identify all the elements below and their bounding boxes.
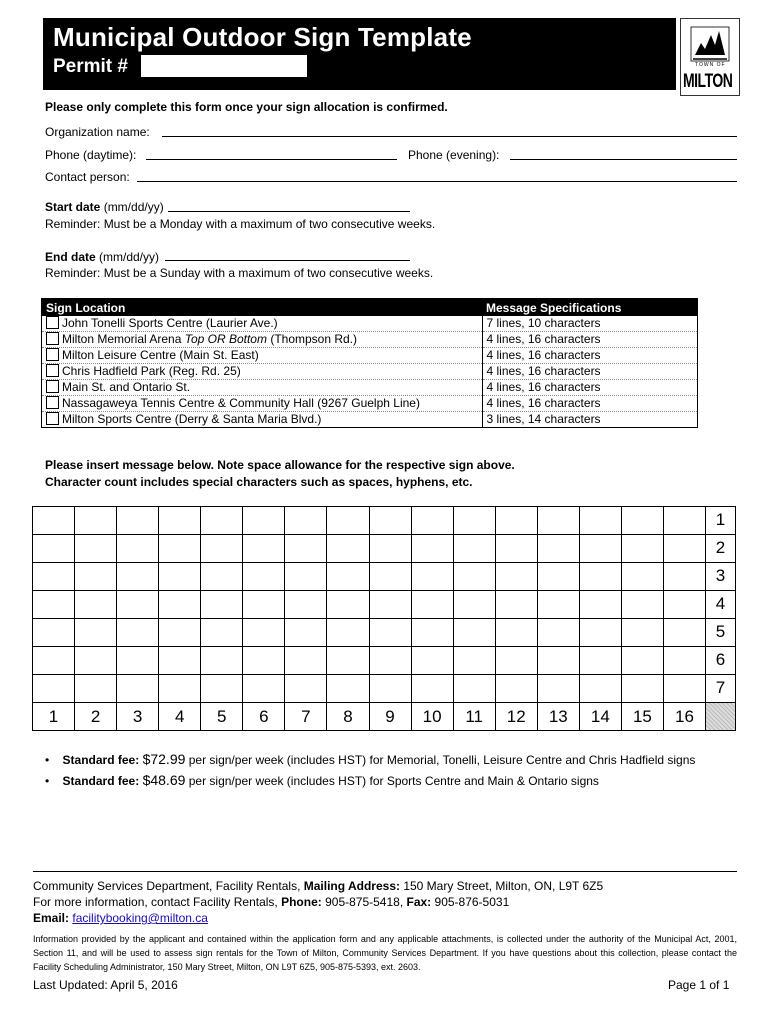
grid-char-cell[interactable] bbox=[158, 674, 201, 703]
grid-char-cell[interactable] bbox=[74, 562, 117, 591]
logo-wordmark: MILTON bbox=[683, 69, 733, 92]
sign-table-header bbox=[42, 299, 698, 317]
fee-item: • Standard fee: $72.99 per sign/per week (includes HST) for Memorial, Tonelli, Leisure Centre and Chris Hadfield signs bbox=[45, 751, 696, 767]
column-number-label: 3 bbox=[132, 707, 143, 726]
grid-char-cell[interactable] bbox=[116, 618, 159, 647]
sign-checkbox[interactable] bbox=[46, 396, 59, 409]
message-spec-cell: 4 lines, 16 characters bbox=[482, 380, 698, 396]
sign-location-cell bbox=[42, 316, 483, 332]
fee-label: Standard fee bbox=[62, 753, 136, 767]
end-date-format: (mm/dd/yy) bbox=[95, 250, 160, 264]
page-title: Municipal Outdoor Sign Template bbox=[53, 22, 472, 52]
end-date-label-bold: End date bbox=[45, 250, 96, 264]
grid-char-cell[interactable] bbox=[158, 562, 201, 591]
organization-field[interactable] bbox=[162, 136, 737, 137]
grid-char-cell[interactable] bbox=[369, 674, 412, 703]
grid-char-cell[interactable] bbox=[537, 562, 580, 591]
grid-char-cell[interactable] bbox=[621, 506, 664, 535]
grid-char-cell[interactable] bbox=[284, 534, 327, 563]
sign-location-text: John Tonelli Sports Centre (Laurier Ave.) bbox=[62, 316, 278, 330]
sign-location-cell bbox=[42, 364, 483, 380]
sign-location-cell bbox=[42, 332, 483, 348]
grid-char-cell[interactable] bbox=[116, 590, 159, 619]
contact-person-label: Contact person: bbox=[45, 170, 130, 184]
column-number-label: 2 bbox=[90, 707, 101, 726]
grid-char-cell[interactable] bbox=[369, 534, 412, 563]
grid-char-cell[interactable] bbox=[200, 674, 243, 703]
grid-char-cell[interactable] bbox=[537, 534, 580, 563]
fee-amount: $72.99 bbox=[142, 751, 186, 767]
fee-item: • Standard fee: $48.69 per sign/per week (includes HST) for Sports Centre and Main & Ontario signs bbox=[45, 772, 599, 788]
grid-char-cell[interactable] bbox=[200, 534, 243, 563]
table-row bbox=[42, 348, 698, 364]
page-number: Page 1 of 1 bbox=[668, 978, 730, 992]
grid-row-number bbox=[705, 562, 736, 591]
grid-char-cell[interactable] bbox=[32, 618, 75, 647]
grid-column-number bbox=[663, 702, 706, 731]
phone-daytime-field[interactable] bbox=[146, 159, 397, 160]
grid-char-cell[interactable] bbox=[621, 562, 664, 591]
grid-char-cell[interactable] bbox=[495, 590, 538, 619]
grid-char-cell[interactable] bbox=[242, 534, 285, 563]
footer-divider bbox=[33, 871, 737, 872]
start-date-field[interactable] bbox=[168, 211, 410, 212]
grid-char-cell[interactable] bbox=[116, 674, 159, 703]
column-number-label: 4 bbox=[174, 707, 185, 726]
grid-char-cell[interactable] bbox=[326, 506, 369, 535]
sign-location-cell bbox=[42, 396, 483, 412]
grid-char-cell[interactable] bbox=[579, 618, 622, 647]
message-spec-cell: 3 lines, 14 characters bbox=[482, 412, 698, 428]
row-number-label: 2 bbox=[715, 538, 726, 557]
footer-address-line bbox=[33, 878, 603, 894]
column-number-label: 15 bbox=[632, 707, 652, 726]
end-date-field[interactable] bbox=[165, 260, 410, 261]
sign-location-cell bbox=[42, 380, 483, 396]
milton-emblem-icon bbox=[681, 21, 739, 67]
grid-char-cell[interactable] bbox=[495, 618, 538, 647]
grid-char-cell[interactable] bbox=[74, 618, 117, 647]
grid-column-number bbox=[579, 702, 622, 731]
grid-char-cell[interactable] bbox=[116, 534, 159, 563]
organization-label: Organization name: bbox=[45, 125, 150, 139]
start-date-label bbox=[45, 200, 164, 214]
grid-row-number bbox=[705, 506, 736, 535]
logo-town-of: TOWN OF bbox=[695, 62, 726, 68]
grid-char-cell[interactable] bbox=[537, 674, 580, 703]
sign-location-cell bbox=[42, 348, 483, 364]
fee-text: per sign/per week (includes HST) for Sports Centre and Main & Ontario signs bbox=[185, 774, 599, 788]
message-spec-cell: 4 lines, 16 characters bbox=[482, 348, 698, 364]
footer-fax: 905-876-5031 bbox=[431, 895, 510, 909]
grid-char-cell[interactable] bbox=[663, 506, 706, 535]
sign-checkbox[interactable] bbox=[46, 316, 59, 329]
grid-char-cell[interactable] bbox=[158, 590, 201, 619]
grid-char-cell[interactable] bbox=[326, 590, 369, 619]
phone-evening-field[interactable] bbox=[510, 159, 737, 160]
grid-row-number bbox=[705, 646, 736, 675]
row-number-label: 4 bbox=[715, 594, 726, 613]
grid-char-cell[interactable] bbox=[495, 674, 538, 703]
grid-char-cell[interactable] bbox=[453, 674, 496, 703]
grid-char-cell[interactable] bbox=[663, 646, 706, 675]
grid-char-cell[interactable] bbox=[326, 562, 369, 591]
grid-column-number bbox=[411, 702, 454, 731]
grid-char-cell[interactable] bbox=[495, 562, 538, 591]
grid-char-cell[interactable] bbox=[579, 534, 622, 563]
grid-char-cell[interactable] bbox=[284, 506, 327, 535]
grid-char-cell[interactable] bbox=[621, 618, 664, 647]
grid-char-cell[interactable] bbox=[74, 590, 117, 619]
grid-column-number bbox=[326, 702, 369, 731]
fee-label: Standard fee bbox=[62, 774, 136, 788]
grid-char-cell[interactable] bbox=[158, 506, 201, 535]
grid-char-cell[interactable] bbox=[411, 590, 454, 619]
grid-column-number bbox=[453, 702, 496, 731]
message-spec-cell: 4 lines, 16 characters bbox=[482, 396, 698, 412]
grid-char-cell[interactable] bbox=[116, 562, 159, 591]
grid-char-cell[interactable] bbox=[32, 562, 75, 591]
column-number-label: 10 bbox=[422, 707, 442, 726]
footer-phone-label: Phone: bbox=[281, 895, 322, 909]
notice-text: Please only complete this form once your sign allocation is confirmed. bbox=[45, 100, 448, 114]
grid-char-cell[interactable] bbox=[453, 590, 496, 619]
grid-char-cell[interactable] bbox=[369, 590, 412, 619]
footer-mailing-label: Mailing Address: bbox=[303, 879, 400, 893]
table-row bbox=[42, 396, 698, 412]
grid-char-cell[interactable] bbox=[537, 590, 580, 619]
footer-mailing: 150 Mary Street, Milton, ON, L9T 6Z5 bbox=[399, 879, 604, 893]
sign-location-header: Sign Location bbox=[42, 299, 483, 317]
grid-char-cell[interactable] bbox=[537, 646, 580, 675]
column-number-label: 1 bbox=[48, 707, 59, 726]
grid-char-cell[interactable] bbox=[663, 674, 706, 703]
grid-char-cell[interactable] bbox=[242, 562, 285, 591]
sign-location-italic: Top OR Bottom bbox=[184, 332, 267, 346]
permit-number-field[interactable] bbox=[141, 55, 307, 77]
column-number-label: 14 bbox=[590, 707, 610, 726]
grid-char-cell[interactable] bbox=[200, 618, 243, 647]
grid-char-cell[interactable] bbox=[158, 534, 201, 563]
column-number-label: 13 bbox=[548, 707, 568, 726]
grid-char-cell[interactable] bbox=[32, 646, 75, 675]
grid-char-cell[interactable] bbox=[74, 674, 117, 703]
column-number-label: 16 bbox=[675, 707, 694, 726]
message-character-grid bbox=[32, 506, 738, 728]
grid-char-cell[interactable] bbox=[495, 534, 538, 563]
grid-char-cell[interactable] bbox=[453, 506, 496, 535]
fee-amount: $48.69 bbox=[142, 772, 186, 788]
grid-char-cell[interactable] bbox=[242, 674, 285, 703]
footer-dept: Community Services Department, Facility Rentals, bbox=[33, 879, 304, 893]
grid-char-cell[interactable] bbox=[200, 646, 243, 675]
grid-char-cell[interactable] bbox=[284, 674, 327, 703]
permit-label: Permit # bbox=[53, 56, 128, 77]
contact-person-field[interactable] bbox=[137, 181, 737, 182]
grid-char-cell[interactable] bbox=[32, 506, 75, 535]
footer-email-line bbox=[33, 910, 603, 926]
grid-char-cell[interactable] bbox=[284, 590, 327, 619]
email-link[interactable]: facilitybooking@milton.ca bbox=[72, 911, 208, 925]
grid-char-cell[interactable] bbox=[326, 646, 369, 675]
grid-column-number bbox=[242, 702, 285, 731]
grid-column-number bbox=[495, 702, 538, 731]
end-date-label bbox=[45, 250, 159, 264]
grid-char-cell[interactable] bbox=[74, 534, 117, 563]
fees-list bbox=[45, 749, 695, 791]
grid-char-cell[interactable] bbox=[369, 646, 412, 675]
footer-fax-label: Fax: bbox=[406, 895, 432, 909]
grid-column-number bbox=[537, 702, 580, 731]
grid-column-number bbox=[369, 702, 412, 731]
insert-line-2: Character count includes special characters such as spaces, hyphens, etc. bbox=[45, 475, 473, 489]
milton-logo bbox=[680, 18, 740, 96]
grid-char-cell[interactable] bbox=[579, 646, 622, 675]
grid-char-cell[interactable] bbox=[621, 590, 664, 619]
column-number-label: 12 bbox=[506, 707, 526, 726]
grid-char-cell[interactable] bbox=[453, 562, 496, 591]
sign-location-text-2: (Thompson Rd.) bbox=[266, 332, 358, 346]
grid-column-number bbox=[32, 702, 75, 731]
grid-char-cell[interactable] bbox=[284, 646, 327, 675]
grid-char-cell[interactable] bbox=[284, 618, 327, 647]
sign-checkbox[interactable] bbox=[46, 412, 59, 425]
grid-char-cell[interactable] bbox=[663, 562, 706, 591]
grid-char-cell[interactable] bbox=[74, 506, 117, 535]
grid-char-cell[interactable] bbox=[200, 506, 243, 535]
row-number-label: 6 bbox=[715, 650, 726, 669]
row-number-label: 3 bbox=[715, 566, 726, 585]
grid-char-cell[interactable] bbox=[411, 646, 454, 675]
grid-char-cell[interactable] bbox=[74, 646, 117, 675]
sign-location-text: Milton Sports Centre (Derry & Santa Maria Blvd.) bbox=[62, 412, 322, 426]
sign-location-text: Nassagaweya Tennis Centre & Community Hall (9267 Guelph Line) bbox=[62, 396, 420, 410]
grid-char-cell[interactable] bbox=[621, 646, 664, 675]
grid-char-cell[interactable] bbox=[32, 534, 75, 563]
phone-daytime-label: Phone (daytime): bbox=[45, 148, 137, 162]
row-number-label: 5 bbox=[715, 622, 726, 641]
column-number-label: 8 bbox=[343, 707, 353, 726]
message-spec-cell: 4 lines, 16 characters bbox=[482, 332, 698, 348]
sign-checkbox[interactable] bbox=[46, 332, 59, 345]
sign-location-text: Milton Memorial Arena bbox=[62, 332, 185, 346]
grid-char-cell[interactable] bbox=[242, 618, 285, 647]
grid-corner-shaded bbox=[705, 702, 736, 731]
start-date-format: (mm/dd/yy) bbox=[100, 200, 164, 214]
table-row bbox=[42, 316, 698, 332]
row-number-label: 1 bbox=[715, 510, 726, 529]
message-spec-cell: 7 lines, 10 characters bbox=[482, 316, 698, 332]
grid-row-number bbox=[705, 674, 736, 703]
sign-checkbox[interactable] bbox=[46, 348, 59, 361]
phone-evening-label: Phone (evening): bbox=[408, 148, 500, 162]
grid-row-number bbox=[705, 590, 736, 619]
row-number-label: 7 bbox=[715, 678, 726, 697]
grid-char-cell[interactable] bbox=[537, 618, 580, 647]
grid-char-cell[interactable] bbox=[663, 590, 706, 619]
grid-char-cell[interactable] bbox=[242, 506, 285, 535]
grid-char-cell[interactable] bbox=[411, 562, 454, 591]
column-number-label: 9 bbox=[385, 707, 395, 726]
grid-char-cell[interactable] bbox=[242, 590, 285, 619]
grid-column-number bbox=[74, 702, 117, 731]
sign-checkbox[interactable] bbox=[46, 380, 59, 393]
message-spec-cell: 4 lines, 16 characters bbox=[482, 364, 698, 380]
grid-char-cell[interactable] bbox=[32, 674, 75, 703]
grid-char-cell[interactable] bbox=[242, 646, 285, 675]
grid-char-cell[interactable] bbox=[158, 618, 201, 647]
grid-char-cell[interactable] bbox=[579, 590, 622, 619]
grid-char-cell[interactable] bbox=[411, 618, 454, 647]
sign-location-cell bbox=[42, 412, 483, 428]
grid-char-cell[interactable] bbox=[579, 674, 622, 703]
grid-char-cell[interactable] bbox=[32, 590, 75, 619]
footer-info: For more information, contact Facility Rentals, bbox=[33, 895, 282, 909]
grid-char-cell[interactable] bbox=[369, 562, 412, 591]
insert-instructions bbox=[45, 457, 515, 491]
grid-row-number bbox=[705, 618, 736, 647]
sign-location-text: Chris Hadfield Park (Reg. Rd. 25) bbox=[62, 364, 241, 378]
grid-char-cell[interactable] bbox=[369, 618, 412, 647]
grid-char-cell[interactable] bbox=[411, 674, 454, 703]
last-updated: Last Updated: April 5, 2016 bbox=[33, 978, 178, 992]
column-number-label: 5 bbox=[217, 707, 227, 726]
table-row bbox=[42, 332, 698, 348]
privacy-notice: Information provided by the applicant and contained within the application form and any applicable attachments, is collected under the authority of the Municipal Act, 2001, Section 11, and will be used to assess sign rentals for the Town of Milton, Community Services Department. If you have questions about this collection, please contact the Facility Scheduling Administrator, 150 Mary Street, Milton, ON L9T 6Z5, 905-875-5393, ext. 2603. bbox=[33, 934, 737, 972]
grid-row-number bbox=[705, 534, 736, 563]
fee-text: per sign/per week (includes HST) for Memorial, Tonelli, Leisure Centre and Chris Hadfield signs bbox=[185, 753, 696, 767]
grid-char-cell[interactable] bbox=[200, 590, 243, 619]
start-date-label-bold: Start date bbox=[45, 200, 101, 214]
grid-char-cell[interactable] bbox=[453, 618, 496, 647]
grid-char-cell[interactable] bbox=[326, 674, 369, 703]
header-bar bbox=[43, 18, 676, 90]
footer-email-label: Email: bbox=[33, 911, 70, 925]
grid-char-cell[interactable] bbox=[116, 506, 159, 535]
grid-char-cell[interactable] bbox=[200, 562, 243, 591]
grid-column-number bbox=[284, 702, 327, 731]
grid-char-cell[interactable] bbox=[453, 534, 496, 563]
grid-char-cell[interactable] bbox=[621, 534, 664, 563]
column-number-label: 11 bbox=[465, 707, 483, 726]
table-row bbox=[42, 364, 698, 380]
grid-char-cell[interactable] bbox=[369, 506, 412, 535]
column-number-label: 6 bbox=[259, 707, 269, 726]
insert-line-1: Please insert message below. Note space allowance for the respective sign above. bbox=[45, 458, 515, 472]
column-number-label: 7 bbox=[301, 707, 311, 726]
grid-char-cell[interactable] bbox=[621, 674, 664, 703]
grid-column-number bbox=[621, 702, 664, 731]
grid-char-cell[interactable] bbox=[116, 646, 159, 675]
grid-char-cell[interactable] bbox=[453, 646, 496, 675]
grid-char-cell[interactable] bbox=[495, 506, 538, 535]
footer-phone-line bbox=[33, 894, 603, 910]
grid-char-cell[interactable] bbox=[579, 562, 622, 591]
grid-char-cell[interactable] bbox=[326, 618, 369, 647]
grid-char-cell[interactable] bbox=[495, 646, 538, 675]
footer-contact bbox=[33, 878, 603, 926]
grid-char-cell[interactable] bbox=[284, 562, 327, 591]
table-row bbox=[42, 412, 698, 428]
end-date-reminder: Reminder: Must be a Sunday with a maximum of two consecutive weeks. bbox=[45, 266, 434, 280]
footer-phone: 905-875-5418, bbox=[321, 895, 407, 909]
grid-column-number bbox=[200, 702, 243, 731]
grid-char-cell[interactable] bbox=[537, 506, 580, 535]
sign-checkbox[interactable] bbox=[46, 364, 59, 377]
sign-location-table bbox=[41, 298, 698, 428]
grid-char-cell[interactable] bbox=[663, 534, 706, 563]
grid-char-cell[interactable] bbox=[663, 618, 706, 647]
message-spec-header: Message Specifications bbox=[482, 299, 698, 317]
sign-location-text: Main St. and Ontario St. bbox=[62, 380, 191, 394]
grid-char-cell[interactable] bbox=[158, 646, 201, 675]
grid-char-cell[interactable] bbox=[579, 506, 622, 535]
table-row bbox=[42, 380, 698, 396]
grid-column-number bbox=[116, 702, 159, 731]
grid-column-number bbox=[158, 702, 201, 731]
start-date-reminder: Reminder: Must be a Monday with a maximum of two consecutive weeks. bbox=[45, 217, 436, 231]
grid-char-cell[interactable] bbox=[326, 534, 369, 563]
grid-char-cell[interactable] bbox=[411, 534, 454, 563]
sign-location-text: Milton Leisure Centre (Main St. East) bbox=[62, 348, 259, 362]
grid-char-cell[interactable] bbox=[411, 506, 454, 535]
